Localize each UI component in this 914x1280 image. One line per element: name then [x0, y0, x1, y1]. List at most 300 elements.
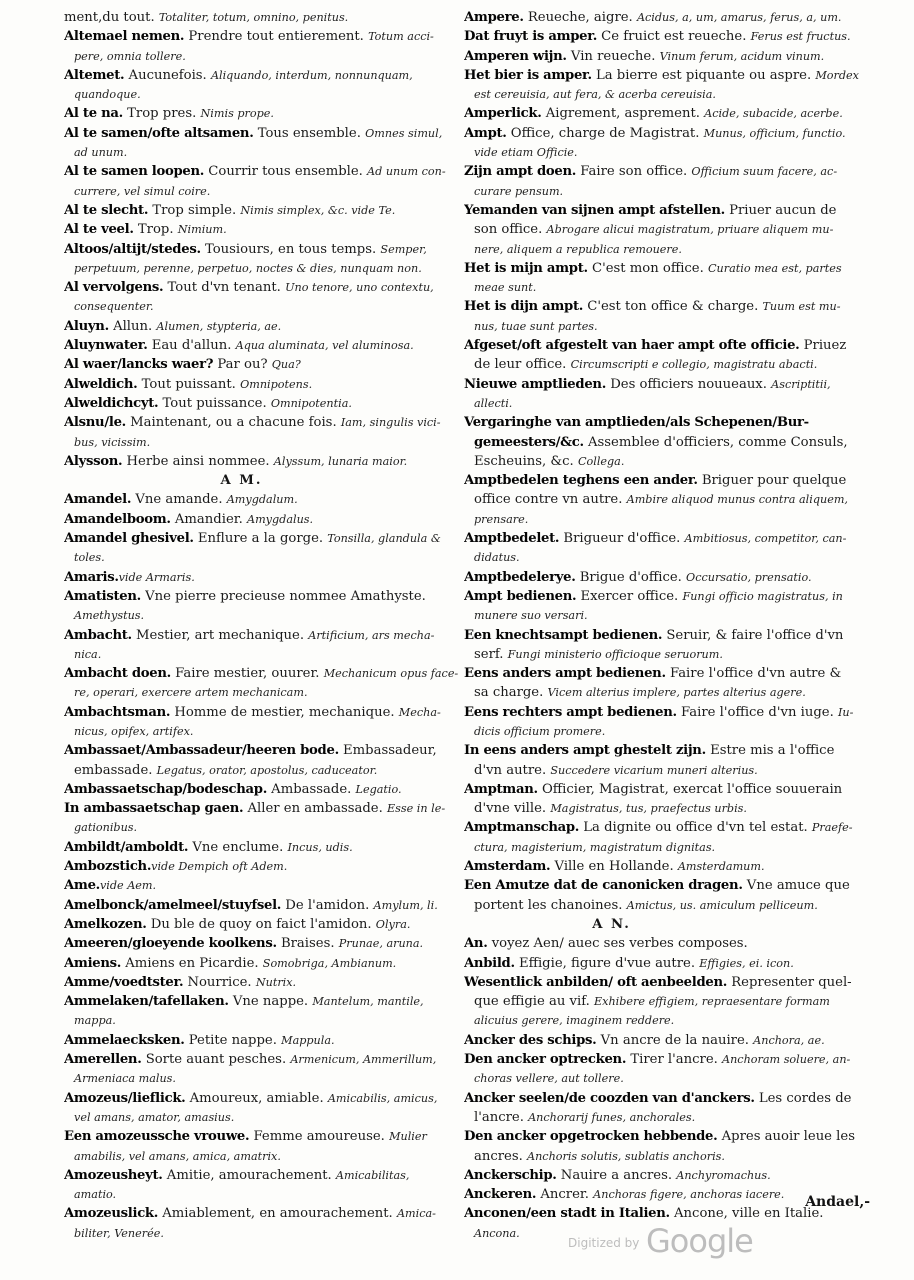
- entry-headword: Al te samen/ofte altsamen.: [64, 125, 254, 141]
- entry-french: Effigie, figure d'vue autre.: [514, 955, 700, 971]
- entry-headword: Al te na.: [64, 106, 123, 122]
- entry-latin: Abrogare alicui magistratum, priuare aliquem mu-: [546, 223, 834, 237]
- entry-line: [464, 626, 879, 645]
- entry-continuation-line: [64, 722, 479, 741]
- entry-latin: Esse in le-: [386, 802, 446, 816]
- entry-latin: choras vellere, aut tollere.: [474, 1072, 624, 1086]
- entry-headword: Ampt bedienen.: [464, 588, 577, 604]
- entry-latin: Anchoram soluere, an-: [722, 1053, 851, 1067]
- entry-latin: Mecha-: [398, 705, 441, 719]
- entry-latin: Tonsilla, glandula &: [327, 532, 441, 546]
- entry-line: [464, 1031, 879, 1050]
- entry-french: d'vn autre.: [474, 762, 551, 778]
- watermark-digitized-by: Digitized by: [568, 1236, 640, 1250]
- entry-headword: Eens rechters ampt bedienen.: [464, 704, 677, 720]
- entry-french: Allun.: [108, 318, 157, 334]
- entry-line: [64, 1089, 479, 1108]
- right-column: [464, 8, 879, 1243]
- entry-headword: Alysson.: [64, 453, 123, 469]
- entry-french: Trop.: [133, 222, 178, 238]
- entry-continuation-line: [64, 85, 479, 104]
- entry-french: Mestier, art mechanique.: [131, 627, 309, 643]
- entry-continuation-line: [64, 47, 479, 66]
- entry-headword: Ammelaecksken.: [64, 1032, 185, 1048]
- entry-line: [464, 780, 879, 799]
- entry-french: Vn ancre de la nauire.: [596, 1032, 754, 1048]
- entry-continuation-line: [464, 1069, 879, 1088]
- entry-headword: Al te slecht.: [64, 202, 149, 218]
- entry-line: [464, 336, 879, 355]
- entry-headword: Amptbedelet.: [464, 531, 560, 547]
- entry-headword: Alsnu/le.: [64, 415, 126, 431]
- entry-line: [64, 452, 479, 471]
- entry-line: [64, 336, 479, 355]
- entry-latin: Anchorarij funes, anchorales.: [528, 1110, 696, 1124]
- entry-headword: Ambacht doen.: [64, 666, 171, 682]
- entry-headword: Ancker des schips.: [464, 1032, 597, 1048]
- entry-line: [64, 992, 479, 1011]
- entry-french: Enflure a la gorge.: [193, 531, 328, 547]
- entry-line: [64, 201, 479, 220]
- entry-french: Trop pres.: [122, 106, 201, 122]
- entry-latin: vel amans, amator, amasius.: [74, 1110, 235, 1124]
- entry-headword: Den ancker opgetrocken hebbende.: [464, 1129, 718, 1145]
- entry-latin: Vicem alterius implere, partes alterius agere.: [547, 686, 806, 700]
- entry-french: Embassadeur,: [338, 743, 437, 759]
- entry-continuation-line: [64, 1185, 479, 1204]
- entry-continuation-line: [464, 645, 879, 664]
- entry-headword: Amelbonck/amelmeel/stuyfsel.: [64, 897, 282, 913]
- entry-line: [64, 394, 479, 413]
- entry-headword: Ammelaken/tafellaken.: [64, 994, 229, 1010]
- entry-french: Vne pierre precieuse nommee Amathyste.: [140, 588, 426, 604]
- entry-headword: Ameeren/gloeyende koolkens.: [64, 936, 277, 952]
- entry-headword: Anconen/een stadt in Italien.: [464, 1206, 670, 1222]
- entry-latin: Mantelum, mantile,: [312, 995, 424, 1009]
- entry-headword: Vergaringhe van amptlieden/als Schepenen/Bur-: [464, 415, 809, 431]
- entry-continuation-line: [64, 1147, 479, 1166]
- entry-french: Nourrice.: [183, 974, 256, 990]
- entry-latin: Amethystus.: [74, 609, 145, 623]
- entry-french: ment,du tout.: [64, 10, 159, 25]
- entry-line: [64, 240, 479, 259]
- entry-french: Amoureux, amiable.: [185, 1090, 328, 1106]
- entry-headword: Den ancker optrecken.: [464, 1052, 627, 1068]
- entry-french: Vne amuce que: [742, 878, 850, 894]
- entry-continuation-line: [464, 143, 879, 162]
- entry-latin: vide Dempich oft Adem.: [151, 860, 288, 874]
- entry-latin: amabilis, vel amans, amica, amatrix.: [74, 1149, 281, 1163]
- entry-headword: Amatisten.: [64, 588, 141, 604]
- entry-latin: Aliquando, interdum, nonnunquam,: [210, 68, 413, 82]
- entry-latin: Mechanicum opus face-: [323, 667, 459, 681]
- entry-line: [64, 741, 479, 760]
- entry-latin: amatio.: [74, 1188, 117, 1202]
- entry-french: Ce fruict est reueche.: [596, 29, 751, 45]
- entry-line: [64, 568, 479, 587]
- entry-french: Tous ensemble.: [253, 125, 366, 141]
- entry-french: Brigue d'office.: [575, 569, 687, 585]
- entry-french: Herbe ainsi nommee.: [122, 453, 274, 469]
- entry-continuation-line: [64, 548, 479, 567]
- entry-headword: Altemet.: [64, 67, 125, 83]
- entry-latin: Omnipotens.: [240, 377, 313, 391]
- entry-headword: Ame.: [64, 878, 100, 894]
- entry-latin: Mappula.: [281, 1033, 335, 1047]
- entry-latin: curare pensum.: [474, 184, 564, 198]
- entry-headword: Anbild.: [464, 955, 515, 971]
- section-heading: A M.: [220, 473, 263, 489]
- entry-french: Seruir, & faire l'office d'vn: [662, 627, 844, 643]
- entry-headword: Een knechtsampt bedienen.: [464, 627, 663, 643]
- entry-headword: Amme/voedtster.: [64, 974, 184, 990]
- entry-french: Aller en ambassade.: [243, 801, 387, 817]
- entry-french: Brigueur d'office.: [559, 531, 685, 547]
- entry-continuation-line: [464, 510, 879, 529]
- entry-continuation-line: [464, 761, 879, 780]
- entry-french: Tout d'vn tenant.: [163, 280, 286, 296]
- entry-continuation-line: [464, 799, 879, 818]
- entry-line: [464, 876, 879, 895]
- entry-line: [64, 838, 479, 857]
- catchword: Andael,-: [805, 1194, 870, 1210]
- entry-latin: Aqua aluminata, vel aluminosa.: [235, 339, 414, 353]
- entry-line: [64, 162, 479, 181]
- entry-french: que effigie au vif.: [474, 994, 594, 1010]
- entry-headword: Aluynwater.: [64, 338, 148, 354]
- entry-latin: Mordex: [815, 68, 859, 82]
- entry-french: Ancone, ville en Italie.: [669, 1206, 824, 1222]
- entry-headword: Al te samen loopen.: [64, 164, 205, 180]
- entry-headword: Ambachtsman.: [64, 704, 171, 720]
- entry-line: [464, 471, 879, 490]
- entry-continuation-line: [464, 490, 879, 509]
- entry-latin: Anchora, ae.: [753, 1033, 825, 1047]
- entry-line: [464, 741, 879, 760]
- entry-line: [464, 124, 879, 143]
- entry-latin: Amsterdamum.: [677, 860, 765, 874]
- entry-headword: Ambildt/amboldt.: [64, 839, 189, 855]
- entry-continuation-line: [464, 317, 879, 336]
- entry-continuation-line: [464, 606, 879, 625]
- entry-line: [464, 47, 879, 66]
- entry-french: Faire l'office d'vn iuge.: [676, 704, 838, 720]
- entry-line: [464, 529, 879, 548]
- entry-french: de leur office.: [474, 357, 571, 373]
- entry-continuation-line: [64, 433, 479, 452]
- entry-headword: gemeesters/&c.: [474, 434, 584, 450]
- entry-latin: Ambitiosus, competitor, can-: [684, 532, 847, 546]
- entry-french: Nauire a ancres.: [556, 1167, 677, 1183]
- entry-french: Les cordes de: [754, 1090, 852, 1106]
- entry-latin: Ferus est fructus.: [750, 30, 851, 44]
- entry-latin: Fungi officio magistratus, in: [682, 589, 843, 603]
- entry-headword: Ancker seelen/de coozden van d'anckers.: [464, 1090, 755, 1106]
- entry-latin: bus, vicissim.: [74, 435, 151, 449]
- entry-french: Faire l'office d'vn autre &: [665, 666, 842, 682]
- entry-latin: Occursatio, prensatio.: [686, 570, 812, 584]
- entry-headword: Al te veel.: [64, 222, 134, 238]
- entry-latin: Mulier: [389, 1130, 427, 1144]
- entry-continuation-line: [464, 992, 879, 1011]
- entry-headword: Amelkozen.: [64, 916, 147, 932]
- entry-headword: Amptman.: [464, 781, 538, 797]
- entry-french: Ancrer.: [536, 1187, 594, 1203]
- entry-latin: Nimium.: [177, 223, 227, 237]
- entry-headword: Amandelboom.: [64, 511, 171, 527]
- entry-french: Priuer aucun de: [724, 202, 837, 218]
- entry-headword: Het bier is amper.: [464, 67, 592, 83]
- entry-line: [64, 27, 479, 46]
- entry-french: Officier, Magistrat, exercat l'office souuerain: [537, 781, 843, 797]
- entry-french: ancres.: [474, 1148, 528, 1164]
- entry-headword: Een amozeussche vrouwe.: [64, 1129, 250, 1145]
- entry-line: [464, 1166, 879, 1185]
- entry-headword: Altemael nemen.: [64, 29, 185, 45]
- entry-french: Priuez: [799, 338, 847, 354]
- entry-french: Sorte auant pesches.: [141, 1052, 291, 1068]
- watermark-google-logo: Google: [646, 1222, 753, 1260]
- entry-latin: Prunae, aruna.: [338, 937, 424, 951]
- entry-line: [64, 8, 479, 27]
- entry-latin: prensare.: [474, 512, 529, 526]
- entry-latin: Omnipotentia.: [270, 396, 352, 410]
- entry-headword: Een Amutze dat de canonicken dragen.: [464, 878, 743, 894]
- entry-line: [464, 1127, 879, 1146]
- entry-latin: Iu-: [837, 705, 854, 719]
- entry-french: Amitie, amourachement.: [162, 1167, 336, 1183]
- entry-latin: Totum acci-: [368, 30, 434, 44]
- entry-latin: Magistratus, tus, praefectus urbis.: [550, 802, 747, 816]
- entry-line: [64, 780, 479, 799]
- entry-line: [64, 124, 479, 143]
- entry-latin: alicuius gerere, imaginem reddere.: [474, 1014, 675, 1028]
- entry-line: [64, 278, 479, 297]
- entry-line: [64, 1204, 479, 1223]
- entry-french: Ville en Hollande.: [550, 859, 678, 875]
- entry-line: [64, 934, 479, 953]
- entry-headword: Het is mijn ampt.: [464, 260, 588, 276]
- entry-french: Assemblee d'officiers, comme Consuls,: [583, 434, 848, 450]
- entry-latin: Ambire aliquod munus contra aliquem,: [626, 493, 848, 507]
- entry-latin: Amygdalum.: [226, 493, 298, 507]
- entry-latin: Somobriga, Ambianum.: [262, 956, 397, 970]
- entry-headword: Ambassaet/Ambassadeur/heeren bode.: [64, 743, 339, 759]
- entry-french: embassade.: [74, 762, 157, 778]
- entry-latin: Iam, singulis vici-: [340, 416, 441, 430]
- entry-latin: Legatus, orator, apostolus, caduceator.: [156, 763, 378, 777]
- entry-continuation-line: [64, 1224, 479, 1243]
- entry-latin: perpetuum, perenne, perpetuo, noctes & dies, nunquam non.: [74, 261, 422, 275]
- entry-latin: Semper,: [380, 242, 427, 256]
- entry-latin: Anchoris solutis, sublatis anchoris.: [527, 1149, 725, 1163]
- entry-french: Amiablement, en amourachement.: [158, 1206, 397, 1222]
- entry-continuation-line: [464, 548, 879, 567]
- entry-latin: Nutrix.: [255, 975, 297, 989]
- entry-french: Representer quel-: [727, 974, 852, 990]
- entry-french: Tout puissance.: [158, 395, 271, 411]
- entry-headword: Amaris.: [64, 569, 119, 585]
- entry-line: [464, 568, 879, 587]
- entry-french: Tousiours, en tous temps.: [200, 241, 381, 257]
- entry-latin: Munus, officium, functio.: [703, 126, 846, 140]
- entry-headword: Al waer/lancks waer?: [64, 357, 214, 373]
- entry-line: [64, 876, 479, 895]
- entry-latin: Amicabilitas,: [335, 1168, 410, 1182]
- entry-continuation-line: [64, 606, 479, 625]
- entry-line: [64, 857, 479, 876]
- entry-continuation-line: [64, 259, 479, 278]
- entry-continuation-line: [464, 278, 879, 297]
- entry-latin: Alumen, stypteria, ae.: [156, 319, 282, 333]
- entry-headword: Amozeus/lieflick.: [64, 1090, 186, 1106]
- entry-french: Escheuins, &c.: [474, 453, 578, 469]
- entry-latin: Olyra.: [375, 917, 411, 931]
- entry-line: [464, 297, 879, 316]
- entry-line: [64, 664, 479, 683]
- entry-line: [464, 8, 879, 27]
- entry-latin: nica.: [74, 647, 102, 661]
- entry-continuation-line: [464, 683, 879, 702]
- entry-latin: biliter, Venerée.: [74, 1226, 164, 1240]
- entry-headword: Het is dijn ampt.: [464, 299, 584, 315]
- entry-line: [464, 818, 879, 837]
- entry-latin: Armenicum, Ammerillum,: [290, 1053, 437, 1067]
- entry-latin: consequenter.: [74, 300, 154, 314]
- entry-headword: Wesentlick anbilden/ oft aenbeelden.: [464, 974, 728, 990]
- entry-latin: Fungi ministerio officioque seruorum.: [507, 647, 723, 661]
- entry-headword: In ambassaetschap gaen.: [64, 801, 244, 817]
- entry-latin: toles.: [74, 551, 105, 565]
- entry-latin: ctura, magisterium, magistratum dignitas.: [474, 840, 716, 854]
- entry-line: [464, 973, 879, 992]
- section-heading: A N.: [592, 916, 631, 932]
- entry-latin: currere, vel simul coire.: [74, 184, 211, 198]
- entry-french: Aigrement, asprement.: [541, 106, 705, 122]
- entry-french: Prendre tout entierement.: [184, 29, 369, 45]
- entry-headword: Amandel ghesivel.: [64, 531, 194, 547]
- entry-latin: vide Armaris.: [118, 570, 195, 584]
- entry-headword: Ambassaetschap/bodeschap.: [64, 781, 267, 797]
- entry-line: [64, 626, 479, 645]
- entry-continuation-line: [464, 896, 879, 915]
- entry-latin: Uno tenore, uno contextu,: [285, 281, 434, 295]
- entry-line: [64, 1050, 479, 1069]
- entry-french: Femme amoureuse.: [249, 1129, 390, 1145]
- entry-latin: Effigies, ei. icon.: [699, 956, 794, 970]
- entry-line: [64, 1031, 479, 1050]
- entry-line: [64, 1127, 479, 1146]
- entry-latin: Circumscripti e collegio, magistratu abacti.: [570, 358, 818, 372]
- entry-latin: Succedere vicarium muneri alterius.: [550, 763, 758, 777]
- entry-headword: Alweldich.: [64, 376, 138, 392]
- entry-line: [64, 66, 479, 85]
- entry-latin: Omnes simul,: [365, 126, 443, 140]
- entry-latin: Anchoras figere, anchoras iacere.: [593, 1188, 785, 1202]
- entry-line: [64, 703, 479, 722]
- entry-line: [64, 973, 479, 992]
- entry-continuation-line: [464, 182, 879, 201]
- entry-headword: Ambozstich.: [64, 859, 152, 875]
- entry-headword: An.: [464, 936, 488, 952]
- entry-continuation-line: [464, 220, 879, 239]
- entry-latin: Alyssum, lunaria maior.: [273, 454, 408, 468]
- entry-latin: nus, tuae sunt partes.: [474, 319, 598, 333]
- entry-line: [64, 915, 479, 934]
- entry-continuation-line: [64, 683, 479, 702]
- entry-latin: Curatio mea est, partes: [707, 261, 842, 275]
- entry-french: De l'amidon.: [281, 897, 374, 913]
- entry-french: Briguer pour quelque: [697, 473, 847, 489]
- entry-french: Amandier.: [170, 511, 247, 527]
- entry-latin: nicus, opifex, artifex.: [74, 724, 194, 738]
- entry-latin: Amylum, li.: [373, 898, 438, 912]
- entry-french: sa charge.: [474, 685, 548, 701]
- entry-line: [64, 799, 479, 818]
- entry-continuation-line: [464, 394, 879, 413]
- entry-latin: Ancona.: [474, 1226, 520, 1240]
- left-column: [64, 8, 479, 1243]
- entry-french: Petite nappe.: [184, 1032, 282, 1048]
- entry-line: [464, 934, 879, 953]
- entry-latin: pere, omnia tollere.: [74, 49, 186, 63]
- entry-headword: Aluyn.: [64, 318, 109, 334]
- entry-line: [64, 1166, 479, 1185]
- entry-french: Tout puissant.: [137, 376, 241, 392]
- entry-french: Estre mis a l'office: [705, 743, 835, 759]
- entry-headword: Amozeusheyt.: [64, 1167, 163, 1183]
- entry-latin: gationibus.: [74, 821, 138, 835]
- entry-headword: Ampere.: [464, 10, 524, 25]
- entry-french: serf.: [474, 646, 508, 662]
- entry-line: [64, 954, 479, 973]
- entry-latin: Ad unum con-: [367, 165, 446, 179]
- entry-latin: munere suo versari.: [474, 609, 588, 623]
- entry-headword: Amperen wijn.: [464, 48, 567, 64]
- entry-line: [464, 162, 879, 181]
- entry-headword: Afgeset/oft afgestelt van haer ampt ofte officie.: [464, 338, 800, 354]
- entry-latin: dicis officium promere.: [474, 724, 606, 738]
- entry-continuation-line: [464, 1108, 879, 1127]
- entry-headword: Anckerschip.: [464, 1167, 557, 1183]
- entry-french: Vne nappe.: [228, 994, 313, 1010]
- entry-french: Maintenant, ou a chacune fois.: [125, 415, 341, 431]
- entry-continuation-line: [464, 452, 879, 471]
- entry-headword: Ampt.: [464, 125, 507, 141]
- entry-line: [64, 317, 479, 336]
- entry-latin: ad unum.: [74, 146, 128, 160]
- entry-latin: Officium suum facere, ac-: [691, 165, 838, 179]
- entry-continuation-line: [64, 182, 479, 201]
- entry-line: [464, 587, 879, 606]
- entry-headword: Eens anders ampt bedienen.: [464, 666, 666, 682]
- entry-french: Du ble de quoy on faict l'amidon.: [146, 916, 376, 932]
- entry-line: [464, 1089, 879, 1108]
- entry-latin: est cereuisia, aut fera, & acerba cereuisia.: [474, 88, 716, 102]
- entry-headword: In eens anders ampt ghestelt zijn.: [464, 743, 706, 759]
- entry-continuation-line: [64, 818, 479, 837]
- entry-french: Eau d'allun.: [147, 338, 236, 354]
- entry-french: Courrir tous ensemble.: [204, 164, 368, 180]
- entry-continuation-line: [64, 1069, 479, 1088]
- entry-line: [464, 104, 879, 123]
- entry-french: Vne enclume.: [188, 839, 288, 855]
- entry-line: [64, 413, 479, 432]
- entry-latin: Totaliter, totum, omnino, penitus.: [158, 11, 349, 24]
- entry-french: Braises.: [276, 936, 339, 952]
- entry-headword: Alweldichcyt.: [64, 395, 159, 411]
- entry-latin: didatus.: [474, 551, 520, 565]
